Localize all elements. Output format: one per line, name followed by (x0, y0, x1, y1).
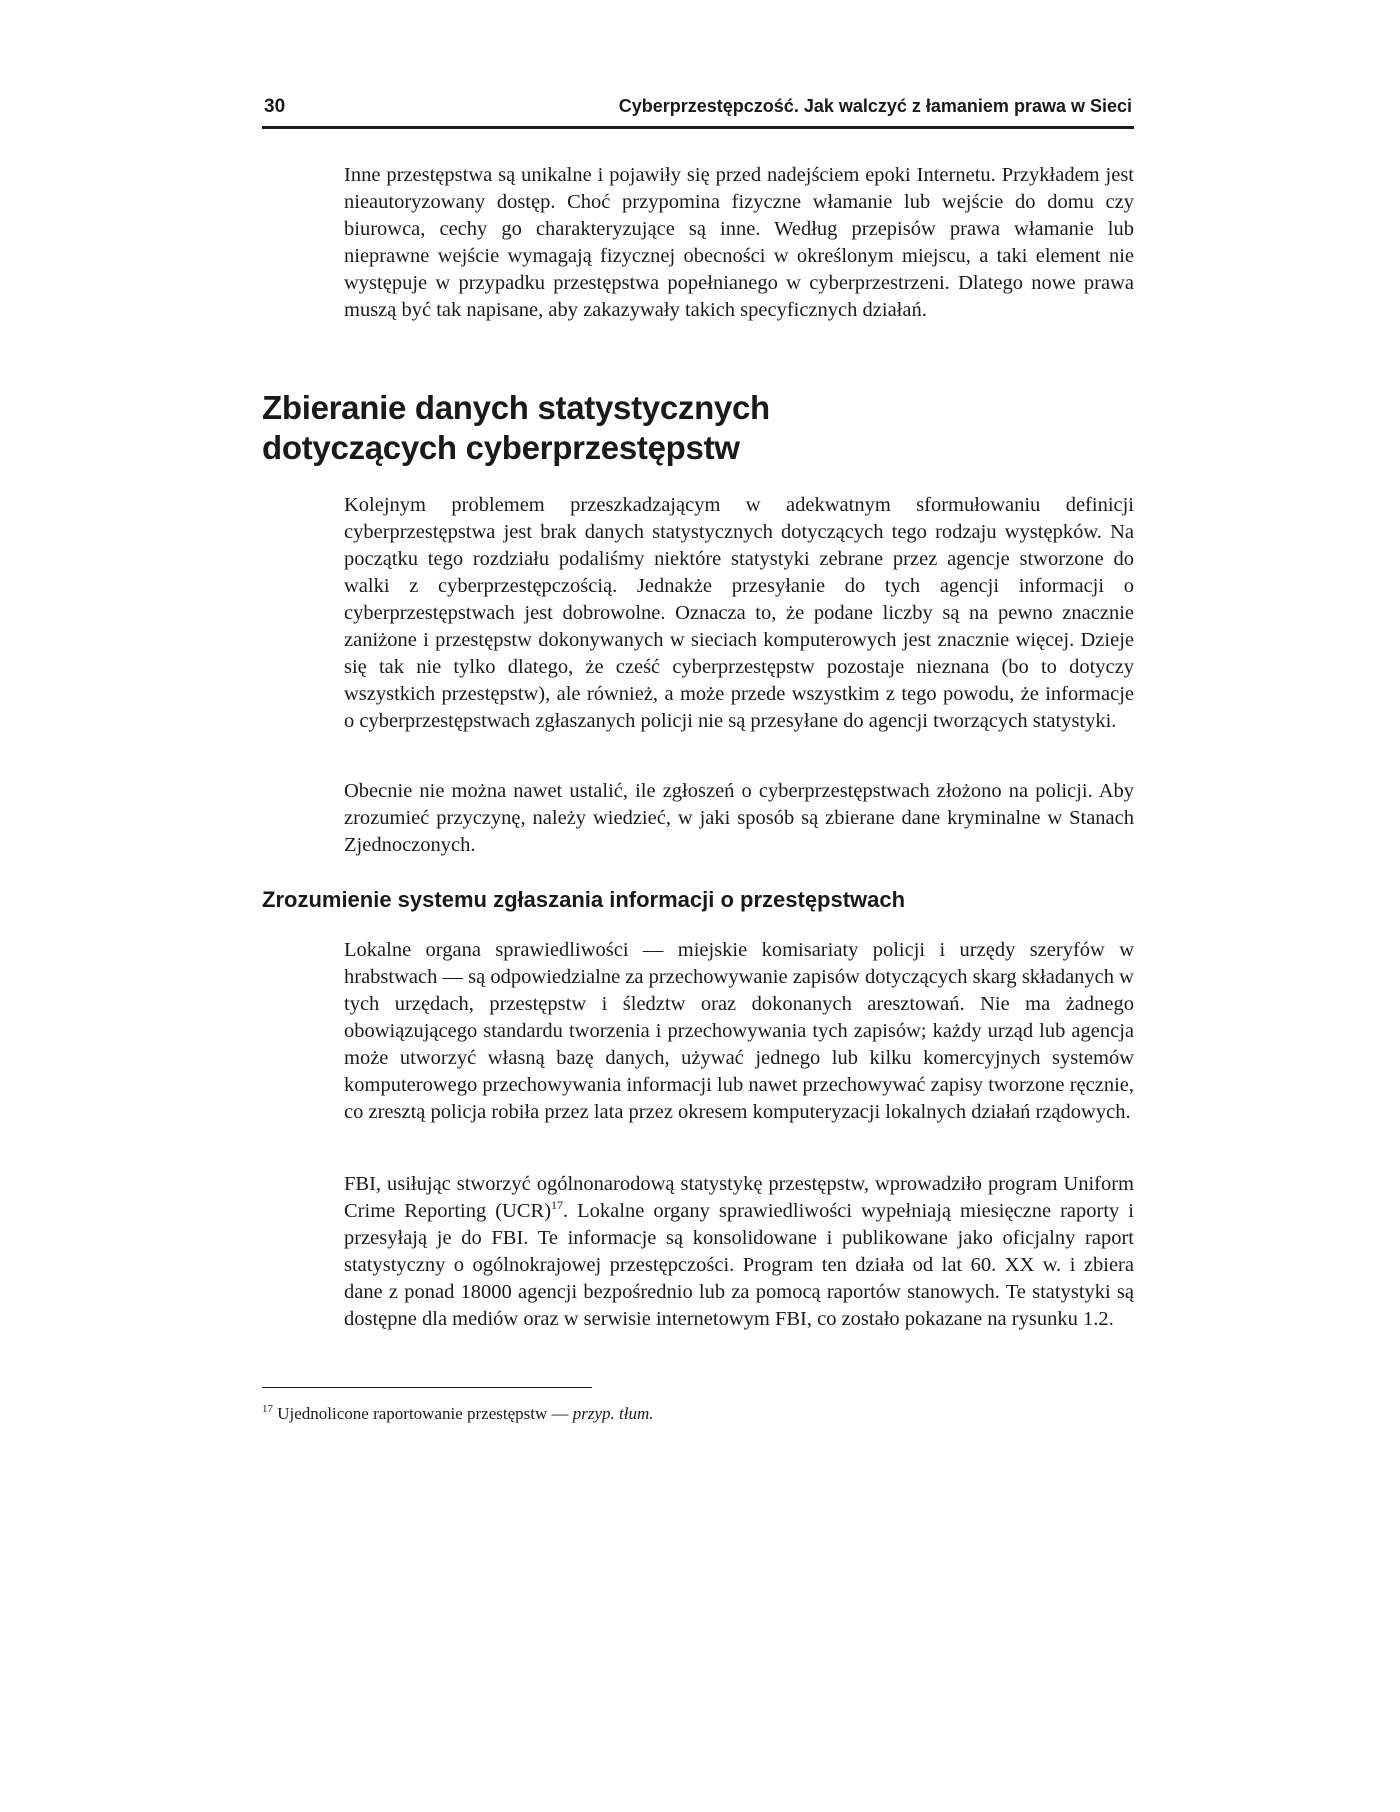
footnote-reference: 17 (551, 1198, 564, 1212)
paragraph-statistics-2: Obecnie nie można nawet ustalić, ile zgłoszeń o cyberprzestępstwach złożono na policji. Aby zrozumieć przyczynę, należy wiedzieć, w jaki sposób są zbierane dane kryminalne w Stanach Zjednoczonych. (344, 780, 1134, 856)
paragraph-intro: Inne przestępstwa są unikalne i pojawiły się przed nadejściem epoki Internetu. Przykładem jest nieautoryzowany dostęp. Choć przypomina fizyczne włamanie lub wejście do domu czy biurowca, cechy go charakteryzujące są inne. Według przepisów prawa włamanie lub nieprawne wejście wymagają fizycznej obecności w określonym miejscu, a taki element nie występuje w przypadku przestępstwa popełnianego w cyberprzestrzeni. Dlatego nowe prawa muszą być tak napisane, aby zakazywały takich specyficznych działań. (344, 164, 1134, 321)
footnote-translator-note: przyp. tłum. (572, 1404, 654, 1423)
footnote-number: 17 (262, 1403, 273, 1415)
section-heading-line-1: Zbieranie danych statystycznych (262, 389, 770, 426)
section-heading (262, 388, 1122, 468)
footnote-divider (262, 1387, 592, 1388)
page-number: 30 (264, 96, 286, 117)
running-header (262, 94, 1134, 129)
running-title: Cyberprzestępczość. Jak walczyć z łamaniem prawa w Sieci (618, 96, 1132, 116)
paragraph-statistics-1: Kolejnym problemem przeszkadzającym w adekwatnym sformułowaniu definicji cyberprzestępstwa jest brak danych statystycznych dotyczących tego rodzaju występków. Na początku tego rozdziału podaliśmy niektóre statystyki zebrane przez agencje stworzone do walki z cyberprzestępczością. Jednakże przesyłanie do tych agencji informacji o cyberprzestępstwach jest dobrowolne. Oznacza to, że podane liczby są na pewno znacznie zaniżone i przestępstw dokonywanych w sieciach komputerowych jest znacznie więcej. Dzieje się tak nie tylko dlatego, że cześć cyberprzestępstw pozostaje nieznana (bo to dotyczy wszystkich przestępstw), ale również, a może przede wszystkim z tego powodu, że informacje o cyberprzestępstwach zgłaszanych policji nie są przesyłane do agencji tworzących statystyki. (344, 494, 1134, 732)
paragraph-reporting-1: Lokalne organa sprawiedliwości — miejskie komisariaty policji i urzędy szeryfów w hrabstwach — są odpowiedzialne za przechowywanie zapisów dotyczących skarg składanych w tych urzędach, przestępstw i śledztw oraz dokonanych aresztowań. Nie ma żadnego obowiązującego standardu tworzenia i przechowywania tych zapisów; każdy urząd lub agencja może utworzyć własną bazę danych, używać jednego lub kilku komercyjnych systemów komputerowego przechowywania informacji lub nawet przechowywać zapisy tworzone ręcznie, co zresztą policja robiła przez lata przez okresem komputeryzacji lokalnych działań rządowych. (344, 939, 1134, 1123)
section-heading-line-2: dotyczących cyberprzestępstw (262, 429, 740, 466)
paragraph-reporting-2 (344, 1171, 1134, 1333)
paragraph-reporting-2-before: FBI, usiłując stworzyć ogólnonarodową statystykę przestępstw, wprowadziło program Uniform Crime Reporting (UCR) (344, 1173, 1134, 1222)
paragraph-reporting-2-after: . Lokalne organy sprawiedliwości wypełniają miesięczne raporty i przesyłają je do FBI. Te informacje są konsolidowane i publikowane jako oficjalny raport statystyczny o ogólnokrajowej przestępczości. Program ten działa od lat 60. XX w. i zbiera dane z ponad 18000 agencji bezpośrednio lub za pomocą raportów stanowych. Te statystyki są dostępne dla mediów oraz w serwisie internetowym FBI, co zostało pokazane na rysunku 1.2. (344, 1200, 1134, 1330)
footnote-text: Ujednolicone raportowanie przestępstw — (277, 1404, 573, 1423)
subsection-heading: Zrozumienie systemu zgłaszania informacji o przestępstwach (262, 887, 906, 912)
footnote (262, 1403, 1134, 1425)
